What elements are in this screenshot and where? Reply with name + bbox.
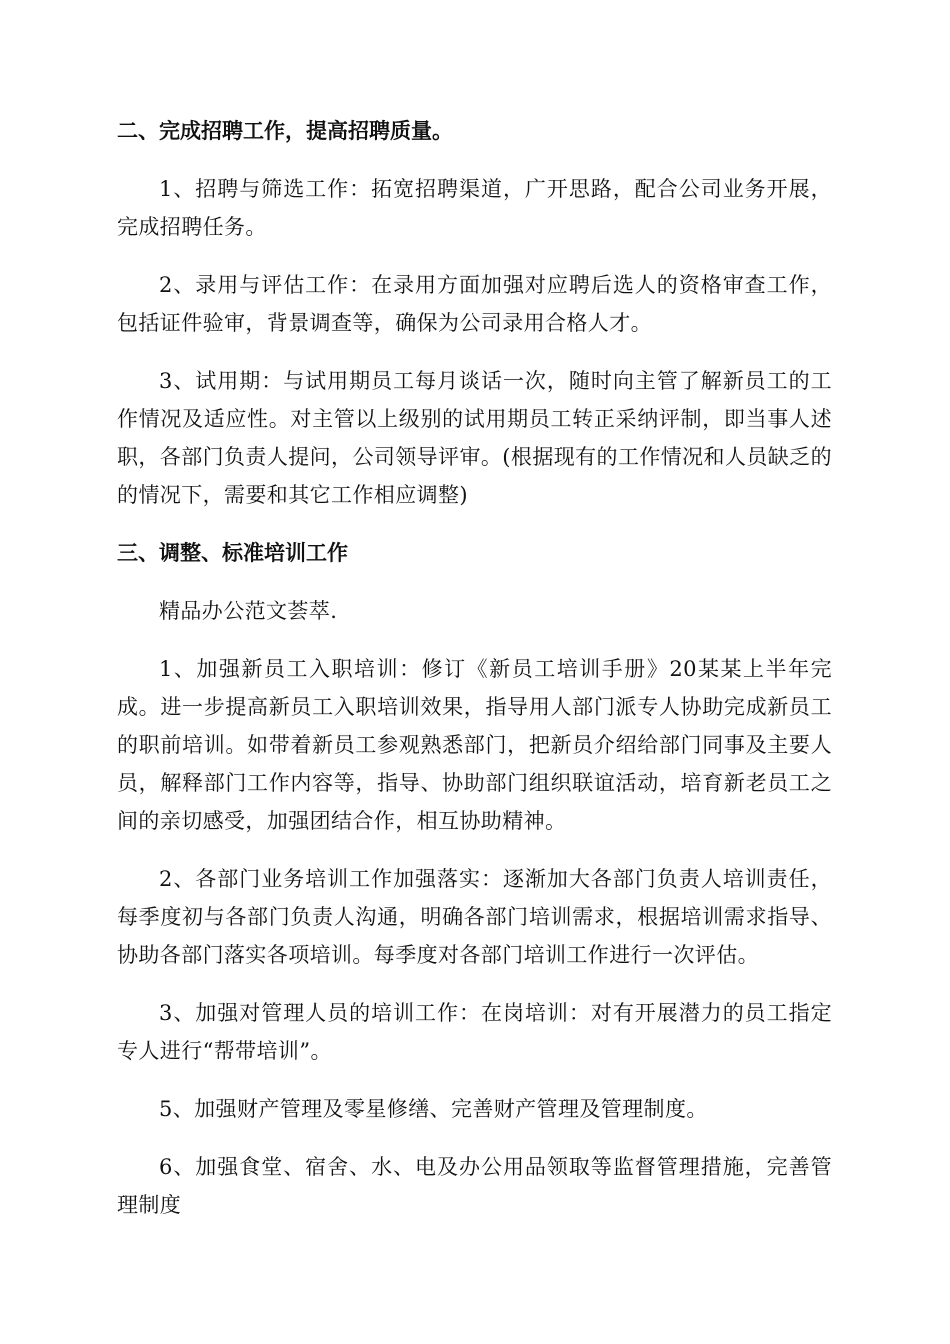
paragraph-recruitment-screening: 1、招聘与筛选工作：拓宽招聘渠道，广开思路，配合公司业务开展，完成招聘任务。 [117,177,832,239]
paragraph-property-management: 5、加强财产管理及零星修缮、完善财产管理及管理制度。 [159,1097,708,1121]
paragraph-department-training: 2、各部门业务培训工作加强落实：逐渐加大各部门负责人培训责任，每季度初与各部门负责人沟通，明确各部门培训需求，根据培训需求指导、协助各部门落实各项培训。每季度对各部门培训工作进行一次评估。 [117,867,832,967]
paragraph-hiring-evaluation: 2、录用与评估工作：在录用方面加强对应聘后选人的资格审查工作，包括证件验审，背景调查等，确保为公司录用合格人才。 [117,273,832,335]
section-heading-recruitment: 二、完成招聘工作，提高招聘质量。 [117,119,453,143]
paragraph-note: 精品办公范文荟萃. [159,599,338,623]
paragraph-probation: 3、试用期：与试用期员工每月谈话一次，随时向主管了解新员工的工作情况及适应性。对主管以上级别的试用期员工转正采纳评制，即当事人述职，各部门负责人提问，公司领导评审。(根据现有的工作情况和人员缺乏的的情况下，需要和其它工作相应调整) [117,369,832,507]
section-heading-training: 三、调整、标准培训工作 [117,541,348,565]
paragraph-onboarding-training: 1、加强新员工入职培训：修订《新员工培训手册》20某某上半年完成。进一步提高新员工入职培训效果，指导用人部门派专人协助完成新员工的职前培训。如带着新员工参观熟悉部门，把新员介绍给部门同事及主要人员，解释部门工作内容等，指导、协助部门组织联谊活动，培育新老员工之间的亲切感受，加强团结合作，相互协助精神。 [117,657,832,833]
paragraph-facilities-management: 6、加强食堂、宿舍、水、电及办公用品领取等监督管理措施，完善管理制度 [117,1155,832,1217]
paragraph-management-training: 3、加强对管理人员的培训工作：在岗培训：对有开展潜力的员工指定专人进行“帮带培训”。 [117,1001,832,1063]
